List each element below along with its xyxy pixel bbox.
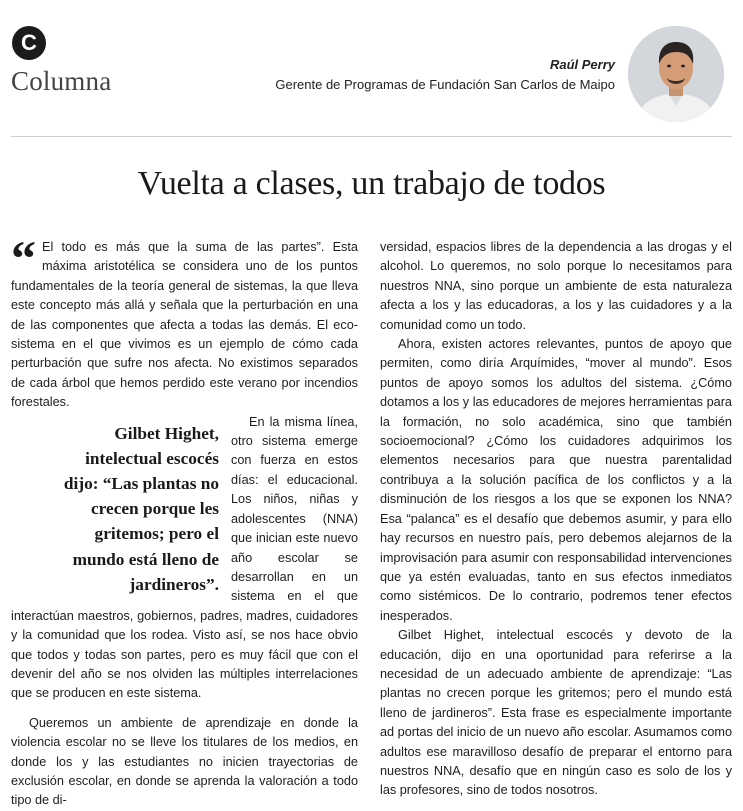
pull-quote-line: intelectual escocés [85,448,219,468]
article-column-right [380,238,732,801]
section-label: Columna [11,66,112,96]
pull-quote-line: Gilbet Highet, [114,423,219,443]
article-paragraph: Ahora, existen actores relevantes, puntos de apoyo que permiten, como diría Arquímides, “mover al mundo”. Esos puntos de apoyo somos los adultos del sistema. ¿Cómo dotamos a los y las educadores de mejores herramientas para la formación, no solo académica, sino que también socioemocional? ¿Cómo los cuidadores adquirimos los elementos necesarios para que nuestra parentalidad contribuya a la solución pacífica de los conflictos y a la disminución de los riesgos a los que se exponen los NNA? Esa “palanca” es el desafío que debemos asumir, y para ello hay recursos en nuestro país, pero debemos alejarnos de la improvisación para asumir con responsabilidad intervenciones que ya estén evaluadas, tanto en sus efectos inmediatos como sistémicos. De lo contrario, podremos tener efectos inesperados. [380,337,732,623]
header-divider [11,136,732,137]
author-photo [628,26,724,122]
article-column-left [11,230,358,811]
article-headline: Vuelta a clases, un trabajo de todos [137,165,606,202]
pull-quote [11,421,219,597]
pull-quote-line: dijo: “Las plantas no [63,474,219,494]
article-paragraph: Queremos un ambiente de aprendizaje en donde la violencia escolar no se lleve los titulares de los medios, en donde los y las estudiantes no inicien trayectorias de exclusión escolar, en donde se aprenda la valoración a todo tipo de di- [11,715,358,808]
pull-quote-line: crecen porque les [91,499,219,519]
paragraph-text: El todo es más que la suma de las partes”. Esta máxima aristotélica se considera uno de los puntos fundamentales de la teoría general de sistemas, la que lleva este concepto más allá y señala que la perturbación en una de las componentes que afecta a todas las demás. El eco-sistema en el que vivimos es un ejemplo de cómo cada perturbación que sufre nos afecta. No existimos separados de cada árbol que hemos perdido este verano por incendios forestales. [11,240,358,410]
article-paragraph: Gilbet Highet, intelectual escocés y devoto de la educación, dijo en una oportunidad para referirse a la necesidad de un adecuado ambiente de aprendizaje: “Las plantas no crecen porque les gritemos; pero el mundo está lleno de jardineros”. Esta frase es especialmente importante ad portas del inicio de un nuevo año escolar. Asumamos como adultos ese maravilloso desafío de preparar el entorno para nuestros NNA, desafío que en ningún caso es solo de los y las profesores, sino de todos nosotros. [380,628,732,798]
open-quote-icon: “ [11,230,36,286]
article-paragraph [11,230,358,413]
column-logo: C [12,26,46,60]
pull-quote-line: jardineros”. [129,574,219,594]
pull-quote-line: gritemos; pero el [94,524,219,544]
author-portrait-icon [628,26,724,122]
pull-quote-line: mundo está lleno de [72,549,219,569]
author-role: Gerente de Programas de Fundación San Carlos de Maipo [275,77,615,92]
article-paragraph: versidad, espacios libres de la dependencia a las drogas y el alcohol. Lo queremos, no solo porque lo necesitamos para nuestros NNA, sino porque un ambiente de esta naturaleza afecta a los y las educadoras, a los y las cuidadores y a la comunidad como un todo. [380,240,732,332]
article-paragraph: En la misma línea, otro sistema emerge con fuerza en estos días: el educacional. Los niños, niñas y adolescentes (NNA) que inician este nuevo año escolar se desarrollan en un sistema en el que interactúan maestros, gobiernos, padres, madres, cuidadores y la comunidad que los rodea. Visto así, se nos hace obvio que todos y todas son partes, pero es muy fácil que con el devenir del año se nos olviden las múltiples interrelaciones que se producen en este sistema. [11,414,358,701]
author-name: Raúl Perry [549,57,615,72]
